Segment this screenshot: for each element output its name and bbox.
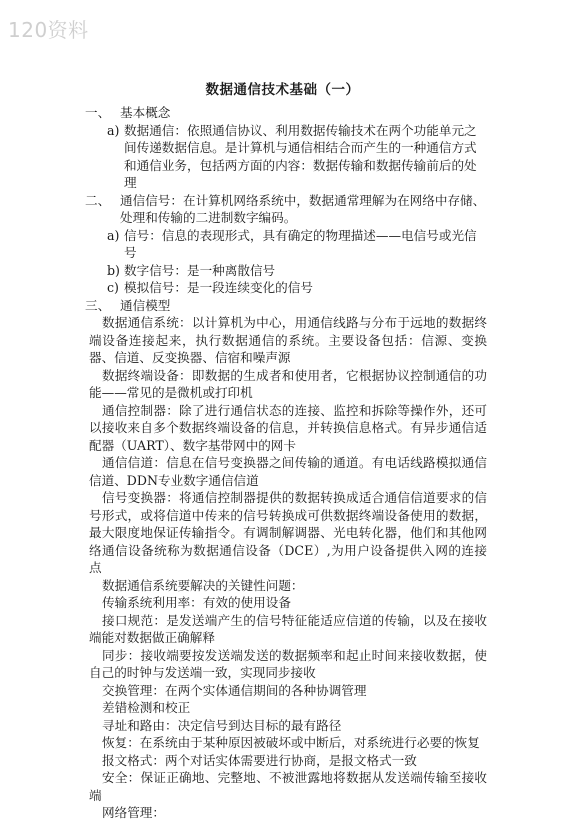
paragraph-utilization: 传输系统利用率：有效的使用设备: [102, 595, 291, 610]
watermark: 120资料: [8, 18, 89, 42]
paragraph-data-comm-system: 数据通信系统：以计算机为中心，用通信线路与分布于远地的数据终端设备连接起来，执行数据通信的系统。主要设备包括：信源、变换器、信道、反变换器、信宿和噪声源: [89, 315, 487, 365]
list-label: b): [107, 262, 120, 278]
paragraph-exchange: 交换管理：在两个实体通信期间的各种协调管理: [102, 682, 367, 698]
section-number: 三、: [85, 297, 111, 313]
paragraph-interface: 接口规范：是发送端产生的信号特征能适应信道的传输，以及在接收端能对数据做正确解释: [89, 612, 487, 645]
paragraph-routing: 寻址和路由：决定信号到达目标的最有路径: [102, 717, 342, 733]
list-item: [0, 122, 565, 192]
paragraph-comm-channel: 通信信道：信息在信号变换器之间传输的通道。有电话线路模拟通信信道、DDN专业数字通信信道: [89, 455, 487, 488]
list-label: a): [107, 122, 120, 138]
list-item: [0, 227, 565, 262]
section-1: [0, 104, 565, 122]
list-text: 模拟信号：是一段连续变化的信号: [124, 280, 313, 295]
section-heading: 通信模型: [120, 297, 171, 313]
paragraph-error: 差错检测和校正: [102, 700, 191, 715]
list-text: 数字信号：是一种离散信号: [124, 262, 276, 278]
list-text: 信号：信息的表现形式，具有确定的物理描述——电信号或光信号: [124, 227, 477, 260]
list-label: a): [107, 227, 120, 243]
paragraph-security: 安全：保证正确地、完整地、不被泄露地将数据从发送端传输至接收端: [89, 770, 487, 803]
paragraph-signal-converter: 信号变换器：将通信控制器提供的数据转换成适合通信信道要求的信号形式，或将信道中传来的信号转换成可供数据终端设备使用的数据，最大限度地保证传输指令。有调制解调器、光电转化器，他们和其他网络通信设备统称为数据通信设备（DCE）,为用户设备提供入网的连接点: [89, 490, 487, 575]
paragraph-dte: 数据终端设备：即数据的生成者和使用者，它根据协议控制通信的功能——常见的是微机或打印机: [89, 367, 487, 400]
paragraph-message-format: 报文格式：两个对话实体需要进行协商，是报文格式一致: [102, 752, 417, 768]
paragraph-key-issues: 数据通信系统要解决的关键性问题：: [102, 577, 304, 593]
paragraph-network-mgmt: 网络管理：: [102, 805, 165, 820]
document-body: [0, 70, 565, 822]
section-2: [0, 192, 565, 227]
paragraph-comm-controller: 通信控制器：除了进行通信状态的连接、监控和拆除等操作外，还可以接收来自多个数据终端设备的信息，并转换信息格式。有异步通信适配器（UART）、数字基带网中的网卡: [89, 402, 487, 453]
list-text: 数据通信：依照通信协议、利用数据传输技术在两个功能单元之间传递数据信息。是计算机与通信相结合而产生的一种通信方式和通信业务，包括两方面的内容：数据传输和数据传输前后的处理: [124, 122, 477, 190]
section-heading: 通信信号：在计算机网络系统中，数据通常理解为在网络中存储、处理和传输的二进制数字编码。: [120, 192, 486, 225]
section-number: 一、: [85, 105, 111, 120]
paragraph-recovery: 恢复：在系统由于某种原因被破坏或中断后，对系统进行必要的恢复: [102, 735, 480, 750]
section-heading: 基本概念: [120, 105, 171, 120]
list-label: c): [107, 280, 119, 295]
page-title: 数据通信技术基础（一）: [205, 82, 360, 98]
paragraph-sync: 同步：接收端要按发送端发送的数据频率和起止时间来接收数据，使自己的时钟与发送端一致，实现同步接收: [89, 647, 487, 680]
section-number: 二、: [85, 192, 111, 208]
list-item: [0, 262, 565, 280]
section-3: [0, 297, 565, 315]
list-item: [0, 279, 565, 297]
